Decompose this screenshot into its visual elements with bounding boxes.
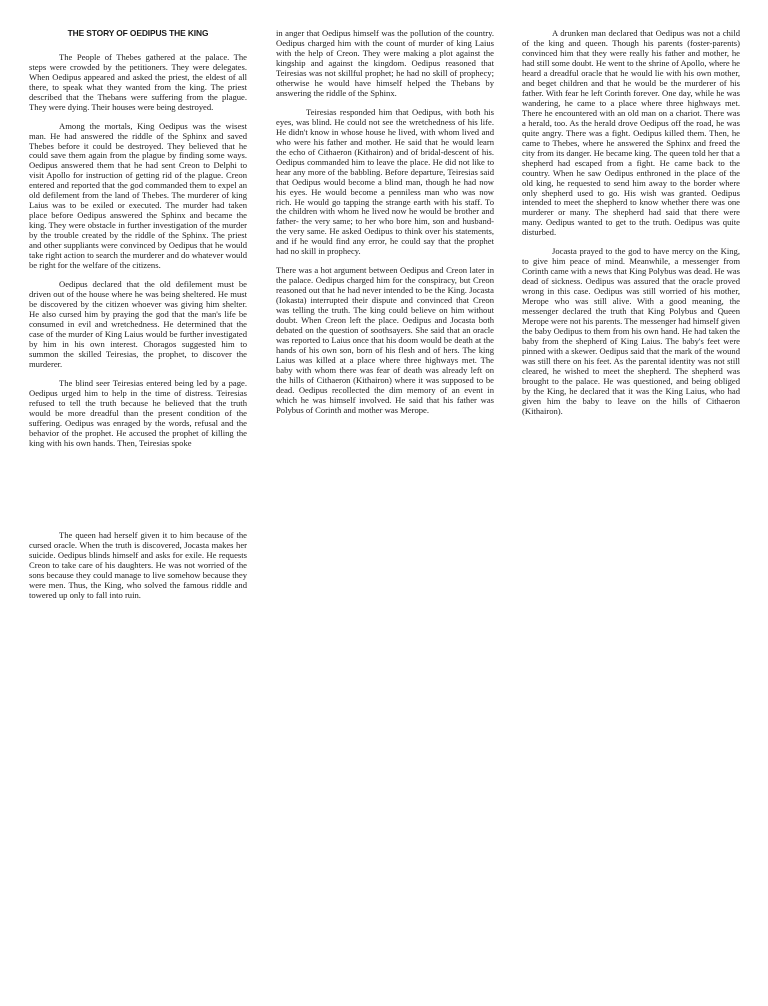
paragraph: Teiresias responded him that Oedipus, with both his eyes, was blind. He could not see the wretchedness of his life. He didn't know in whose house he lived, with whom lived and who were his father and mother. He said that he would learn the echo of Cithaeron (Kithairon) and of bridal-descent of his. Oedipus commanded him to leave the place. He did not like to hear any more of the babbling. Before departure, Teiresias said that Oedipus would become a blind man, though he had now his eyes. He would become a penniless man who was now rich. He would go tapping the strange earth with his staff. To the children with whom he lived now he would be brother and father- the very same; to her who bore him, son and husband- the very same. He asked Oedipus to think over his statements, and if he would find any error, he could say that the prophet had no skill in prophecy. — [276, 106, 494, 257]
text-column-1 — [29, 29, 247, 449]
paragraph: Oedipus declared that the old defilement must be driven out of the house where he was being sheltered. He must be discovered by the citizen whoever was giving him shelter. He also cursed him by praying the god that the man's life be consumed in evil and wretchedness. He determined that the case of the murder of King Laius would be further investigated by him in his own interest. Choragos suggested him to summon the skilled Teiresias, the prophet, to discover the murderer. — [29, 279, 247, 369]
paragraph: in anger that Oedipus himself was the pollution of the country. Oedipus charged him with the count of murder of king Laius with the help of Creon. They were making a plot against the kingship and against the kingdom. Oedipus reasoned that Teiresias was not skillful prophet; he had no skill of prophecy; otherwise he would have himself helped the Thebans by answering the riddle of the Sphinx. — [276, 28, 494, 98]
paragraph: Among the mortals, King Oedipus was the wisest man. He had answered the riddle of the Sphinx and saved Thebes before it could be destroyed. They believed that he could save them again from the plague by finding some ways. Oedipus answered them that he had sent Creon to Delphi to visit Apollo for instruction of getting rid of the plague. Creon entered and reported that the god commanded them to expel an old defilement from the land of Thebes. The murderer of king Laius was to be exiled or executed. The murder had taken place before Oedipus answered the Sphinx and became the king. They were obstacle in further investigation of the murder by the trouble created by the riddle of the Sphinx. The priest and other suppliants were convinced by Oedipus that he would take right action to search the murderer and do whatever would be right for the welfare of the citizens. — [29, 120, 247, 271]
paragraph: A drunken man declared that Oedipus was not a child of the king and queen. Though his parents (foster-parents) convinced him that they were really his father and mother, he had still some doubt. He went to the shrine of Apollo, where he heard a dreadful oracle that he would lie with his own mother, and beget children and that he would be the murderer of his father. With fear he left Corinth forever. One day, while he was wandering, he came to a place where three highways met. There he encountered with an old man on a chariot. There was a herald, too. As the herald drove Oedipus off the road, he was quite angry. There was a fight. Oedipus killed them. Then, he came to Thebes, where he answered the Sphinx and freed the city from its danger. He became king. The queen told her that a shepherd had escaped from a fight. He came back to the country. When he saw Oedipus enthroned in the place of the old king, he requested to send him away to the border where only shepherd used to go. His wish was granted. Oedipus intended to meet the shepherd to know whether there was one murderer or many. The shepherd had said that there were many. Oedipus wanted to get to the truth. Oedipus was quite disturbed. — [522, 28, 740, 238]
document-title: THE STORY OF OEDIPUS THE KING — [67, 28, 209, 38]
text-column-3 — [522, 29, 740, 417]
text-column-2 — [276, 29, 494, 416]
closing-paragraph-block — [29, 531, 247, 601]
paragraph: Jocasta prayed to the god to have mercy on the King, to give him peace of mind. Meanwhile, a messenger from Corinth came with a news that King Polybus was dead. He was dead of sickness. Oedipus was assured that the oracle proved wrong in this case. Oedipus was still worried of his mother, Merope who was still alive. With a good meaning, the messenger declared the truth that King Polybus and Queen Merope were not his parents. The messenger had himself given the baby Oedipus to them from his own hand. He had taken the baby from the shepherd of King Laius. The baby's feet were pinned with a skewer. Oedipus said that the mark of the wound was still there on his feet. As the parental identity was not still cleared, he wished to meet the shepherd. The shepherd was brought to the palace. He was questioned, and being obliged by the King, he declared that it was the King Laius, who had given him the baby to leave on the hills of Cithaeron (Kithairon). — [522, 246, 740, 416]
paragraph: The queen had herself given it to him because of the cursed oracle. When the truth is discovered, Jocasta makes her suicide. Oedipus blinds himself and asks for exile. He requests Creon to take care of his daughters. He was not worried of the sons because they could manage to live somehow because they were men. Thus, the King, who solved the famous riddle and towered up only to fall into ruin. — [29, 530, 247, 600]
paragraph: The People of Thebes gathered at the palace. The steps were crowded by the petitioners. They were delegates. When Oedipus appeared and asked the priest, the eldest of all there, to speak what they wanted from the king. The priest described that the Thebans were suffering from the plague. They were dying. Their houses were being destroyed. — [29, 51, 247, 112]
paragraph: There was a hot argument between Oedipus and Creon later in the palace. Oedipus charged him for the conspiracy, but Creon reasoned out that he had never intended to be the King. Jocasta (Iokasta) interrupted their dispute and convinced that Creon was telling the truth. The king could believe on him without doubt. When Creon left the place. Oedipus and Jocasta both debated on the question of soothsayers. She said that an oracle was reported to Laius once that his doom would be death at the hands of his own son, born of his flesh and of hers. The king Laius was killed at a place where three highways met. The baby with whom there was fear of death was already left on the hills of Cithaeron (Kithairon) where it was supposed to be dead. Oedipus recollected the dim memory of an event in which he was himself involved. He said that his father was Polybus of Corinth and mother was Merope. — [276, 265, 494, 415]
paragraph: The blind seer Teiresias entered being led by a page. Oedipus urged him to help in the time of distress. Teiresias refused to tell the truth because he believed that the truth would be more dreadful than the present condition of the suffering. Oedipus was enraged by the words, refusal and the behavior of the prophet. He accused the prophet of killing the king with his own hands. Then, Teiresias spoke — [29, 377, 247, 448]
